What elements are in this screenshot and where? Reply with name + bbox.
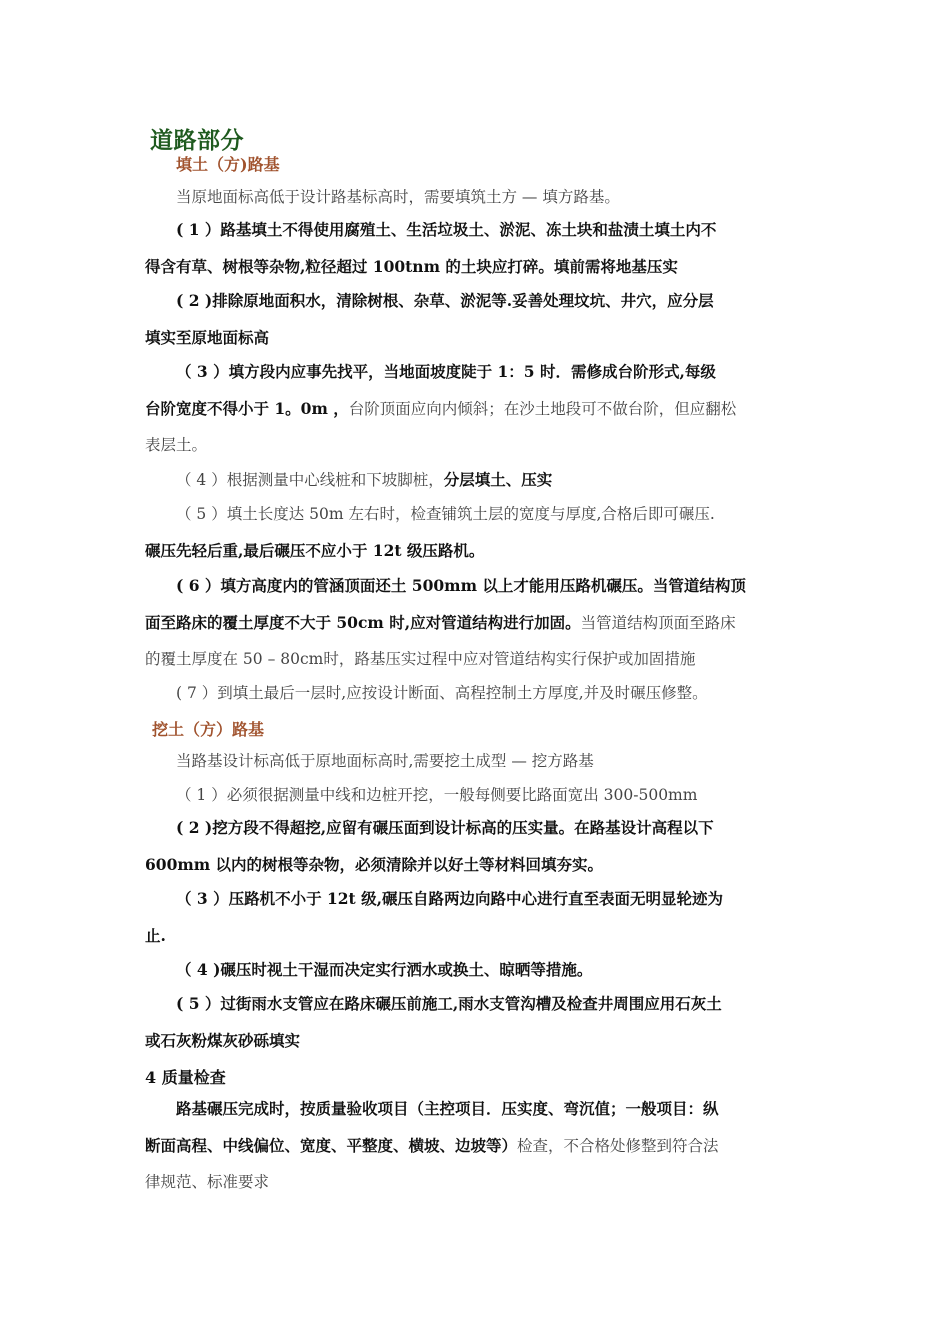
fill-item-3-line-2-normal: 台阶顶面应向内倾斜；在沙土地段可不做台阶，但应翻松 — [348, 400, 737, 418]
fill-item-6-line-3: 的覆土厚度在 50 – 80cm时，路基压实过程中应对管道结构实行保护或加固措施 — [145, 650, 696, 668]
fill-item-6-line-2-normal: 当管道结构顶面至路床 — [580, 614, 736, 632]
cut-item-1: （ 1 ）必须很据测量中线和边桩开挖，一般每侧要比路面宽出 300-500mm — [176, 786, 698, 804]
fill-item-4-bold: 分层填土、压实 — [443, 470, 553, 489]
fill-item-2-line-2: 填实至原地面标高 — [145, 328, 270, 347]
fill-item-6-line-2-bold: 面至路床的覆土厚度不大于 50cm 时,应对管道结构进行加固。 — [145, 613, 581, 632]
cut-item-4: （ 4 )碾压时视土干湿而决定实行洒水或换土、晾晒等措施。 — [176, 960, 593, 979]
fill-item-3-line-2-bold: 台阶宽度不得小于 1。0m ， — [145, 399, 349, 418]
quality-line-2 — [145, 1136, 719, 1156]
fill-item-5-line-1: （ 5 ）填土长度达 50m 左右时，检查铺筑土层的宽度与厚度,合格后即可碾压. — [176, 505, 715, 523]
fill-item-4 — [176, 470, 552, 490]
cut-item-2-line-2: 600mm 以内的树根等杂物，必须清除并以好土等材料回填夯实。 — [145, 855, 604, 874]
cut-intro: 当路基设计标高低于原地面标高时,需要挖土成型 — 挖方路基 — [176, 752, 594, 770]
fill-section-heading: 填土（方)路基 — [176, 155, 280, 174]
cut-item-2-line-1: ( 2 )挖方段不得超挖,应留有碾压面到设计标高的压实量。在路基设计高程以下 — [176, 818, 714, 837]
quality-line-2-bold: 断面高程、中线偏位、宽度、平整度、横坡、边坡等） — [145, 1136, 518, 1155]
fill-item-6-line-2 — [145, 613, 736, 633]
fill-item-4-normal: （ 4 ）根据测量中心线桩和下坡脚桩， — [176, 471, 444, 489]
quality-line-1: 路基碾压完成时，按质量验收项目（主控项目．压实度、弯沉值；一般项目：纵 — [176, 1099, 719, 1118]
fill-intro: 当原地面标高低于设计路基标高时，需要填筑土方 — 填方路基。 — [176, 188, 620, 206]
cut-item-5-line-2: 或石灰粉煤灰砂砾填实 — [145, 1031, 301, 1050]
cut-section-heading: 挖土（方）路基 — [152, 720, 265, 739]
quality-section-heading: 4 质量检查 — [145, 1068, 226, 1087]
fill-item-3-line-3: 表层土。 — [145, 436, 208, 454]
fill-item-3-line-1: （ 3 ）填方段内应事先找平，当地面坡度陡于 1：5 时．需修成台阶形式,每级 — [176, 362, 716, 381]
quality-line-3: 律规范、标准要求 — [145, 1173, 270, 1191]
fill-item-3-line-2 — [145, 399, 736, 419]
cut-item-3-line-1: （ 3 ）压路机不小于 12t 级,碾压自路两边向路中心进行直至表面无明显轮迹为 — [176, 889, 723, 908]
fill-item-1-line-1: ( 1 ）路基填土不得使用腐殖土、生活垃圾土、淤泥、冻土块和盐渍土填土内不 — [176, 220, 717, 239]
fill-item-6-line-1: ( 6 ）填方高度内的管涵顶面还土 500mm 以上才能用压路机碾压。当管道结构顶 — [176, 576, 746, 595]
cut-item-5-line-1: ( 5 ）过街雨水支管应在路床碾压前施工,雨水支管沟槽及检查井周围应用石灰土 — [176, 994, 722, 1013]
fill-item-2-line-1: ( 2 )排除原地面积水，清除树根、杂草、淤泥等.妥善处理坟坑、井穴，应分层 — [176, 291, 714, 310]
cut-item-3-line-2: 止. — [145, 926, 166, 945]
quality-line-2-normal: 检查，不合格处修整到符合法 — [517, 1137, 719, 1155]
page-title: 道路部分 — [150, 127, 244, 154]
fill-item-1-line-2: 得含有草、树根等杂物,粒径超过 100tnm 的土块应打碎。填前需将地基压实 — [145, 257, 678, 276]
fill-item-7: ( 7 ）到填土最后一层时,应按设计断面、高程控制土方厚度,并及时碾压修整。 — [176, 684, 708, 702]
fill-item-5-line-2: 碾压先轻后重,最后碾压不应小于 12t 级压路机。 — [145, 541, 485, 560]
